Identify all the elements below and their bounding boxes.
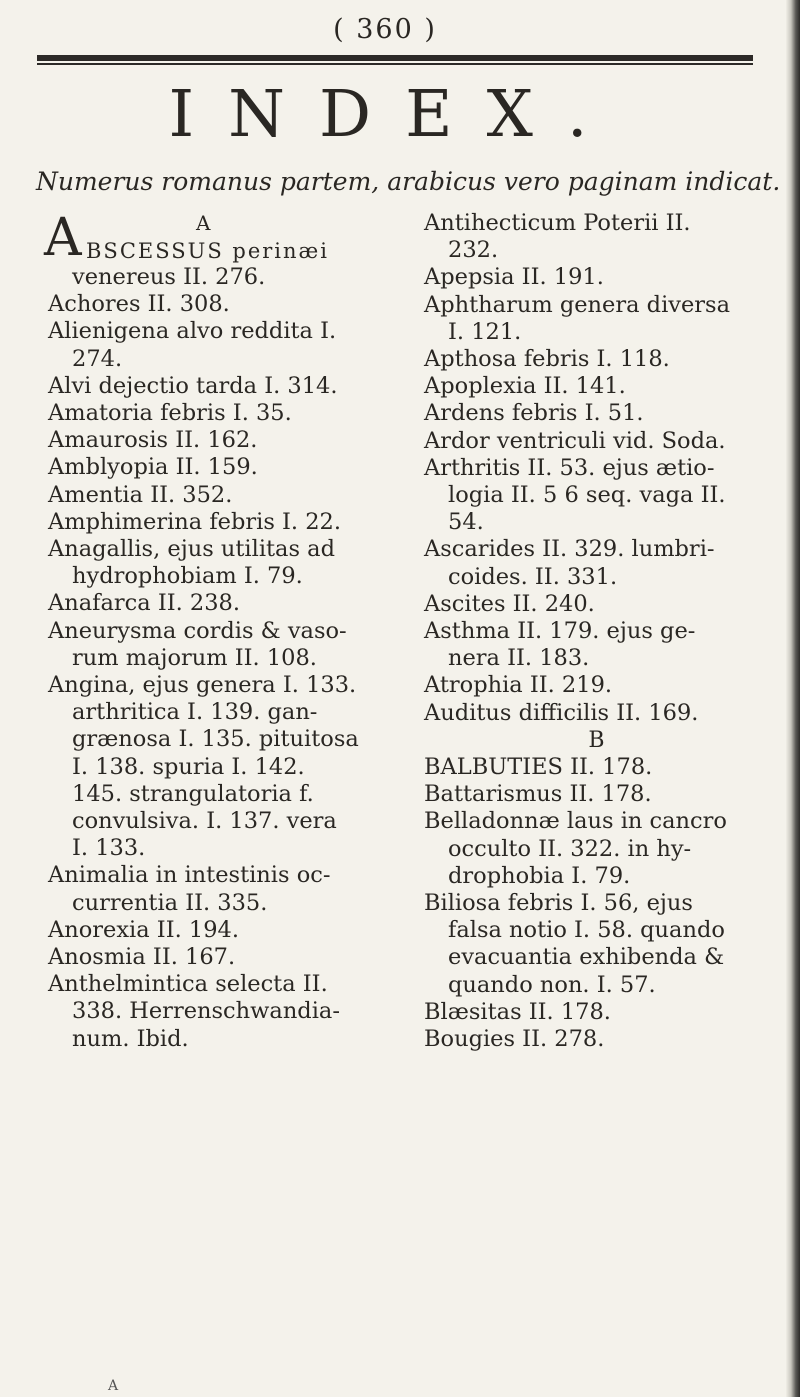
index-entry [424, 346, 769, 373]
index-entry [424, 373, 769, 400]
index-entry [48, 862, 396, 916]
index-entry [424, 210, 769, 264]
left-column [44, 208, 396, 1053]
index-entry [48, 318, 396, 372]
index-entry [48, 291, 396, 318]
index-entry [424, 1026, 769, 1053]
index-entry [424, 754, 769, 781]
index-entry-continuation: 54. [448, 509, 484, 536]
index-entry [424, 292, 769, 346]
index-entry-continuation: grænosa I. 135. pituitosa [72, 726, 359, 753]
header-rule-thick [37, 55, 753, 61]
index-entry-line: Ascarides II. 329. lumbri- [424, 536, 715, 563]
index-entry-line: Animalia in intestinis oc- [48, 862, 331, 889]
index-entry-line: Apthosa febris I. 118. [424, 346, 670, 373]
index-entry-line: Ardens febris I. 51. [424, 400, 644, 427]
index-entry [424, 400, 769, 427]
index-entry-continuation: falsa notio I. 58. quando [448, 917, 725, 944]
index-entry [424, 455, 769, 537]
index-entry-continuation: convulsiva. I. 137. vera [72, 808, 337, 835]
index-entry-continuation: 232. [448, 237, 499, 264]
right-column [424, 210, 769, 1053]
index-entry-line: Atrophia II. 219. [424, 672, 613, 699]
index-entry [424, 428, 769, 455]
index-entry-continuation: arthritica I. 139. gan- [72, 699, 318, 726]
index-entry-line: Achores II. 308. [48, 291, 230, 318]
index-entry-line: Aneurysma cordis & vaso- [48, 617, 347, 644]
index-entry [424, 672, 769, 699]
index-entry-continuation: currentia II. 335. [72, 889, 268, 916]
index-entry-continuation: drophobia I. 79. [448, 862, 631, 889]
index-entry-line: Anorexia II. 194. [48, 916, 239, 943]
index-entry [48, 917, 396, 944]
index-entry [48, 509, 396, 536]
index-entry [424, 536, 769, 590]
index-entry-line: Antihecticum Poterii II. [424, 210, 691, 236]
index-entry-line: Ascites II. 240. [424, 590, 595, 617]
index-entry-continuation: num. Ibid. [72, 1025, 189, 1052]
index-entry [48, 618, 396, 672]
index-entry-line: Amentia II. 352. [48, 481, 233, 508]
signature-mark: A [108, 1378, 119, 1394]
index-entry-continuation: I. 138. spuria I. 142. [72, 753, 305, 780]
index-entry-line: Apepsia II. 191. [424, 264, 604, 291]
index-entry-line: Blæsitas II. 178. [424, 998, 611, 1025]
index-entry [424, 781, 769, 808]
index-entry [424, 999, 769, 1026]
index-entry-continuation: coides. II. 331. [448, 563, 618, 590]
index-entry-line: Aphtharum genera diversa [424, 291, 731, 318]
index-entry-continuation: hydrophobiam I. 79. [72, 563, 303, 590]
index-entry-line: Bougies II. 278. [424, 1026, 605, 1053]
index-entry [48, 590, 396, 617]
index-entry-continuation: evacuantia exhibenda & [448, 944, 725, 971]
index-entry [48, 971, 396, 1053]
index-entry-continuation: quando non. I. 57. [448, 971, 656, 998]
index-entry-continuation: 274. [72, 345, 123, 372]
index-entry [48, 427, 396, 454]
index-entry-line: Battarismus II. 178. [424, 781, 652, 808]
index-entry [424, 591, 769, 618]
index-entry-line: Alvi dejectio tarda I. 314. [48, 372, 338, 399]
index-entry-line: Anosmia II. 167. [48, 944, 236, 971]
first-entry-headword: BSCESSUS perinæi [86, 239, 329, 263]
header-rule-thin [37, 63, 753, 65]
index-entry-line: Amphimerina febris I. 22. [48, 508, 342, 535]
index-entry-line: Biliosa febris I. 56, ejus [424, 890, 693, 917]
index-entry-line: Arthritis II. 53. ejus ætio- [424, 454, 715, 481]
index-entry-continuation: rum majorum II. 108. [72, 644, 317, 671]
index-entry [424, 618, 769, 672]
page-subtitle: Numerus romanus partem, arabicus vero paginam indicat. [36, 167, 781, 196]
index-entry-line: Alienigena alvo reddita I. [48, 318, 337, 345]
index-entry-continuation: 338. Herrenschwandia- [72, 998, 340, 1025]
index-entry-continuation: logia II. 5 6 seq. vaga II. [448, 482, 726, 509]
index-entry [48, 373, 396, 400]
section-letter: A [196, 211, 211, 235]
index-entry-line: Amblyopia II. 159. [48, 454, 258, 481]
first-entry-continuation: venereus II. 276. [72, 264, 266, 290]
index-entry [424, 264, 769, 291]
index-entry-line: Auditus difficilis II. 169. [424, 699, 699, 726]
index-entry-continuation: I. 121. [448, 318, 522, 345]
index-entry [48, 536, 396, 590]
index-entry-continuation: I. 133. [72, 835, 146, 862]
index-entry-line: Belladonnæ laus in cancro [424, 808, 727, 835]
index-entry-line: Apoplexia II. 141. [424, 373, 626, 400]
index-entry-line: Amatoria febris I. 35. [48, 400, 292, 427]
index-entry-line: Angina, ejus genera I. 133. [48, 672, 357, 699]
index-entry [48, 672, 396, 862]
index-entry-continuation: occulto II. 322. in hy- [448, 835, 692, 862]
first-entry-heading [44, 208, 396, 268]
index-entry-line: Anagallis, ejus utilitas ad [48, 536, 335, 563]
index-entry-line: Amaurosis II. 162. [48, 427, 258, 454]
index-entry-line: Anafarca II. 238. [48, 590, 240, 617]
page-title: INDEX. [168, 77, 622, 152]
index-entry [48, 454, 396, 481]
right-entries-list-a [424, 210, 769, 727]
index-entry [424, 890, 769, 999]
left-entries-list [48, 291, 396, 1053]
index-entry [48, 944, 396, 971]
index-entry [48, 400, 396, 427]
right-entries-list-b [424, 754, 769, 1053]
index-entry-continuation: nera II. 183. [448, 645, 590, 672]
index-entry-line: Asthma II. 179. ejus ge- [424, 618, 696, 645]
section-letter-b: B [588, 727, 605, 753]
drop-initial: A [44, 208, 82, 268]
index-entry-line: BALBUTIES II. 178. [424, 754, 653, 781]
index-entry [48, 482, 396, 509]
index-entry [424, 808, 769, 890]
index-entry [424, 700, 769, 727]
index-entry-continuation: 145. strangulatoria f. [72, 780, 314, 807]
page-number: ( 360 ) [333, 14, 437, 45]
index-entry-line: Anthelmintica selecta II. [48, 971, 328, 998]
page-edge-shadow [786, 0, 800, 1397]
index-entry-line: Ardor ventriculi vid. Soda. [424, 427, 726, 454]
